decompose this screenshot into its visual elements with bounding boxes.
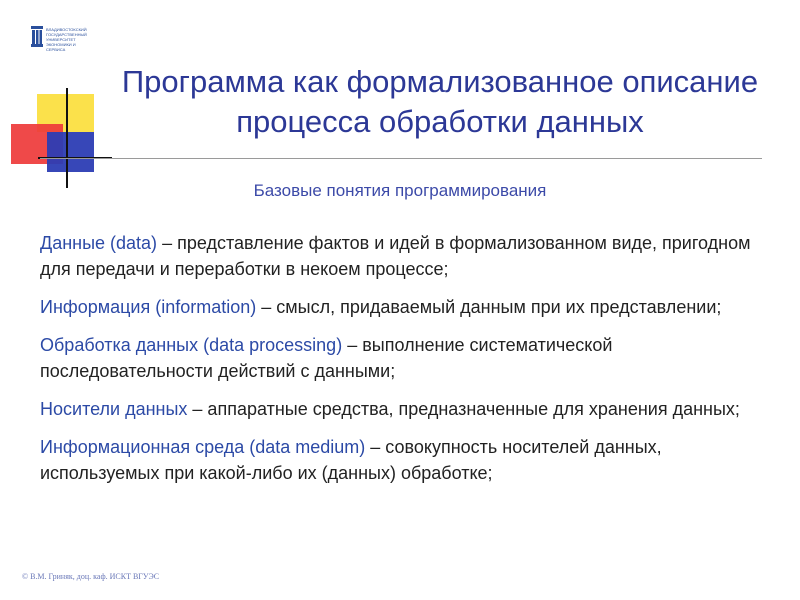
university-emblem-icon <box>30 26 44 48</box>
university-logo <box>30 26 110 54</box>
slide-title: Программа как формализованное описание процесса обработки данных <box>121 64 759 139</box>
definition-item <box>40 434 770 486</box>
definition-text: – представление фактов и идей в формализованном виде, пригодном для передачи и переработки в некоем процессе; <box>40 233 751 279</box>
definition-term: Обработка данных (data processing) <box>40 335 343 355</box>
university-logo-text: ВЛАДИВОСТОКСКИЙ ГОСУДАРСТВЕННЫЙ УНИВЕРСИТЕТ ЭКОНОМИКИ И СЕРВИСА <box>46 27 87 52</box>
copyright-footer: © В.М. Гриняк, доц. каф. ИСКТ ВГУЭС <box>22 572 160 581</box>
definition-item <box>40 294 770 320</box>
definition-text: – аппаратные средства, предназначенные для хранения данных; <box>187 399 740 419</box>
definition-text: – совокупность носителей данных, используемых при какой-либо их (данных) обработке; <box>40 437 662 483</box>
slide-subtitle: Базовые понятия программирования <box>253 181 547 200</box>
blue-square-shape <box>47 132 94 172</box>
definition-term: Информационная среда (data medium) <box>40 437 366 457</box>
definitions-list <box>40 230 770 498</box>
definition-item <box>40 396 770 422</box>
definition-text: – выполнение систематической последовательности действий с данными; <box>40 335 613 381</box>
definition-term: Носители данных <box>40 399 188 419</box>
header-divider <box>40 158 762 159</box>
definition-item <box>40 332 770 384</box>
definition-text: – смысл, придаваемый данным при их представлении; <box>256 297 722 317</box>
definition-term: Информация (information) <box>40 297 257 317</box>
definition-term: Данные (data) <box>40 233 158 253</box>
decorative-vertical-line <box>66 88 68 188</box>
definition-item <box>40 230 770 282</box>
